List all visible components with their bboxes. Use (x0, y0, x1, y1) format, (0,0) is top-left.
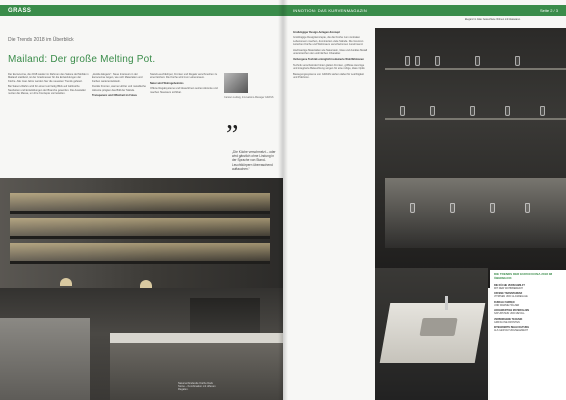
glass-shelf (385, 68, 566, 70)
glass (435, 56, 440, 66)
sidebar-item-head: OFFENE TRANSPARENZ (494, 292, 523, 296)
sidebar-item-text: NATURSTEIN UND METALL (494, 312, 525, 316)
paragraph: Technik verschwindet hinter glatten Fronten, grifflose Auszüge und integrierte Beleuchtung sorgen für eine ruhige, klare Optik. (293, 63, 366, 71)
sidebar-item-head: DIE KÜCHE VERSCHMILZT (494, 283, 525, 287)
sidebar-item-text: UND WARME HÖLZER (494, 303, 520, 307)
right-header-bar (283, 5, 566, 16)
sidebar-item (494, 318, 562, 324)
paragraph: Großzügige Designkonzepte, die die Küche zum zentralen Lebensraum machen, dominierten viele Stände. Die Grenzen zwischen Küche und Wohnraum verschwimmen zunehmend. (293, 36, 364, 47)
left-photo-caption: Naturverbindende Küche Dark Stone – Kombination mit offenen Regalen. (178, 382, 216, 392)
author-caption: Carsten Ludwig, Innovations-Manager GRASS (224, 96, 274, 99)
text-column-3 (150, 73, 220, 173)
glass (450, 203, 455, 213)
quote-mark-icon: „ (226, 104, 239, 135)
glass (525, 203, 530, 213)
sidebar-item (494, 301, 562, 307)
magazine-title: INNOTION: DAS KURVENMAGAZIN (293, 8, 368, 13)
left-header-bar (0, 5, 283, 16)
glass-cabinet-photo (375, 28, 566, 288)
paragraph: Dunkle Fronten, warme Hölzer und metallische Akzente prägten das Bild der Stände. (92, 85, 146, 92)
trends-sidebar (490, 270, 566, 400)
sidebar-item-text: ALS GESTALTUNGSELEMENT (494, 329, 528, 333)
paragraph: Der Eurocucina, die 2018 wieder im Rahmen des Salone del Mobile in Mailand stattfand, ist der Gradmesser für die Entwicklungen der Küche. Alle zwei Jahre werden hier die neuesten Trends gefeiert. (8, 73, 89, 83)
glass (470, 106, 475, 116)
shelf (10, 236, 270, 239)
paragraph: „dunkle Eleganz“. Neue Interieurs in der Eurocucina zeigen, wie sich Materialien und Farben weiterentwickeln. (92, 73, 143, 83)
sidebar-item-head: VERBORGENE TECHNIK (494, 317, 523, 321)
glass (505, 106, 510, 116)
text-column-1 (8, 73, 89, 173)
stone-sink (380, 303, 486, 363)
shelf-light (10, 243, 270, 261)
author-portrait (224, 73, 248, 93)
glass (540, 106, 545, 116)
sidebar-item (494, 309, 562, 315)
counter-top (110, 333, 283, 343)
glass-shelf (385, 118, 566, 120)
paragraph: Bei Saison-Wahrs wird für einen kurzzeitig Blick auf zahlreiche Neuheiten und Entwicklungen der Branche geworfen. Die Aussteller nutzen die Messe, um ihre Konzepte vorzustellen. (8, 85, 86, 96)
subheading: Natur wird Wohngeheimnis (150, 81, 184, 85)
sidebar-item-head: HOCHWERTIGE MATERIALIEN (494, 309, 530, 313)
left-counter (0, 318, 90, 400)
sidebar-item-head: DUNKLE FARBEN (494, 300, 515, 304)
sidebar-item (494, 292, 562, 298)
sidebar-item (494, 326, 562, 332)
right-text-column (293, 28, 368, 338)
shelf (10, 211, 270, 214)
pendant-lamp (60, 278, 72, 286)
sink-basin (419, 318, 457, 336)
faucet (445, 296, 448, 310)
glass (515, 56, 520, 66)
bar-stools (190, 298, 260, 333)
glass (490, 203, 495, 213)
paragraph: Hochwertige Materialien wie Naturstein, Glas und dunkles Metall unterstreichen den wohnlichen Charakter. (293, 48, 368, 56)
sidebar-item-head: INTEGRIERTE BELEUCHTUNG (494, 326, 530, 330)
glass (475, 56, 480, 66)
paragraph: Offene Regalsysteme und Glasvitrinen setzen Akzente und machen Stauraum sichtbar. (150, 87, 218, 94)
kitchen-photo (0, 178, 283, 400)
article-kicker: Die Trends 2018 im Überblick (8, 37, 74, 43)
shelf-light (10, 218, 270, 236)
sink-photo (375, 268, 488, 400)
glass (405, 56, 410, 66)
sidebar-item (494, 284, 562, 290)
cabinet-light (385, 178, 566, 248)
shelf (10, 261, 270, 264)
sidebar-item-text: VITRINEN UND GLASREGALE (494, 295, 528, 299)
page-gutter (278, 0, 288, 400)
top-right-caption: Eleganz in Glas: beleuchtete Vitrinen mit Glaswaren. (465, 18, 521, 21)
shelf-light (10, 193, 270, 211)
glass (430, 106, 435, 116)
sidebar-item-text: MIT DEM WOHNBEREICH (494, 286, 523, 290)
pull-quote: „Die Küche verschmelzt – oder wird gänzlich ohne Lindung in der Sprache von Stand-Leuchtkörpern überraschend auftauchen.“ (232, 150, 276, 171)
pendant-lamp (140, 280, 152, 288)
glass (415, 56, 420, 66)
subheading: Verborgene Technik ermöglicht reduzierte Wohlfühlzonen (293, 58, 364, 62)
paragraph: Stand-Leuchtkörper, Fronten und Regale verschmelzen zu einer Einheit. Die Küche wird zum Lebensraum. (150, 73, 218, 80)
subheading: Großzügiger Design-Anlagen-Konzept (293, 31, 340, 34)
glass (410, 203, 415, 213)
grass-logo: GRASS (8, 7, 32, 14)
sidebar-item-text: GRIFFLOSE FRONTEN (494, 320, 520, 324)
sidebar-title: DIE TRENDS DER EUROCUCINA 2018 IM ÜBERBLICK (494, 272, 553, 280)
subheading: Transparenz und Offenheit im Fokus (92, 94, 137, 98)
text-column-2 (92, 73, 147, 173)
glass (400, 106, 405, 116)
page-number: Seite 2 / 3 (539, 8, 558, 13)
paragraph: Bewegungssysteme von GRASS stehen dabei für Leichtigkeit und Präzision. (293, 72, 364, 80)
article-headline: Mailand: Der große Melting Pot. (8, 54, 156, 65)
